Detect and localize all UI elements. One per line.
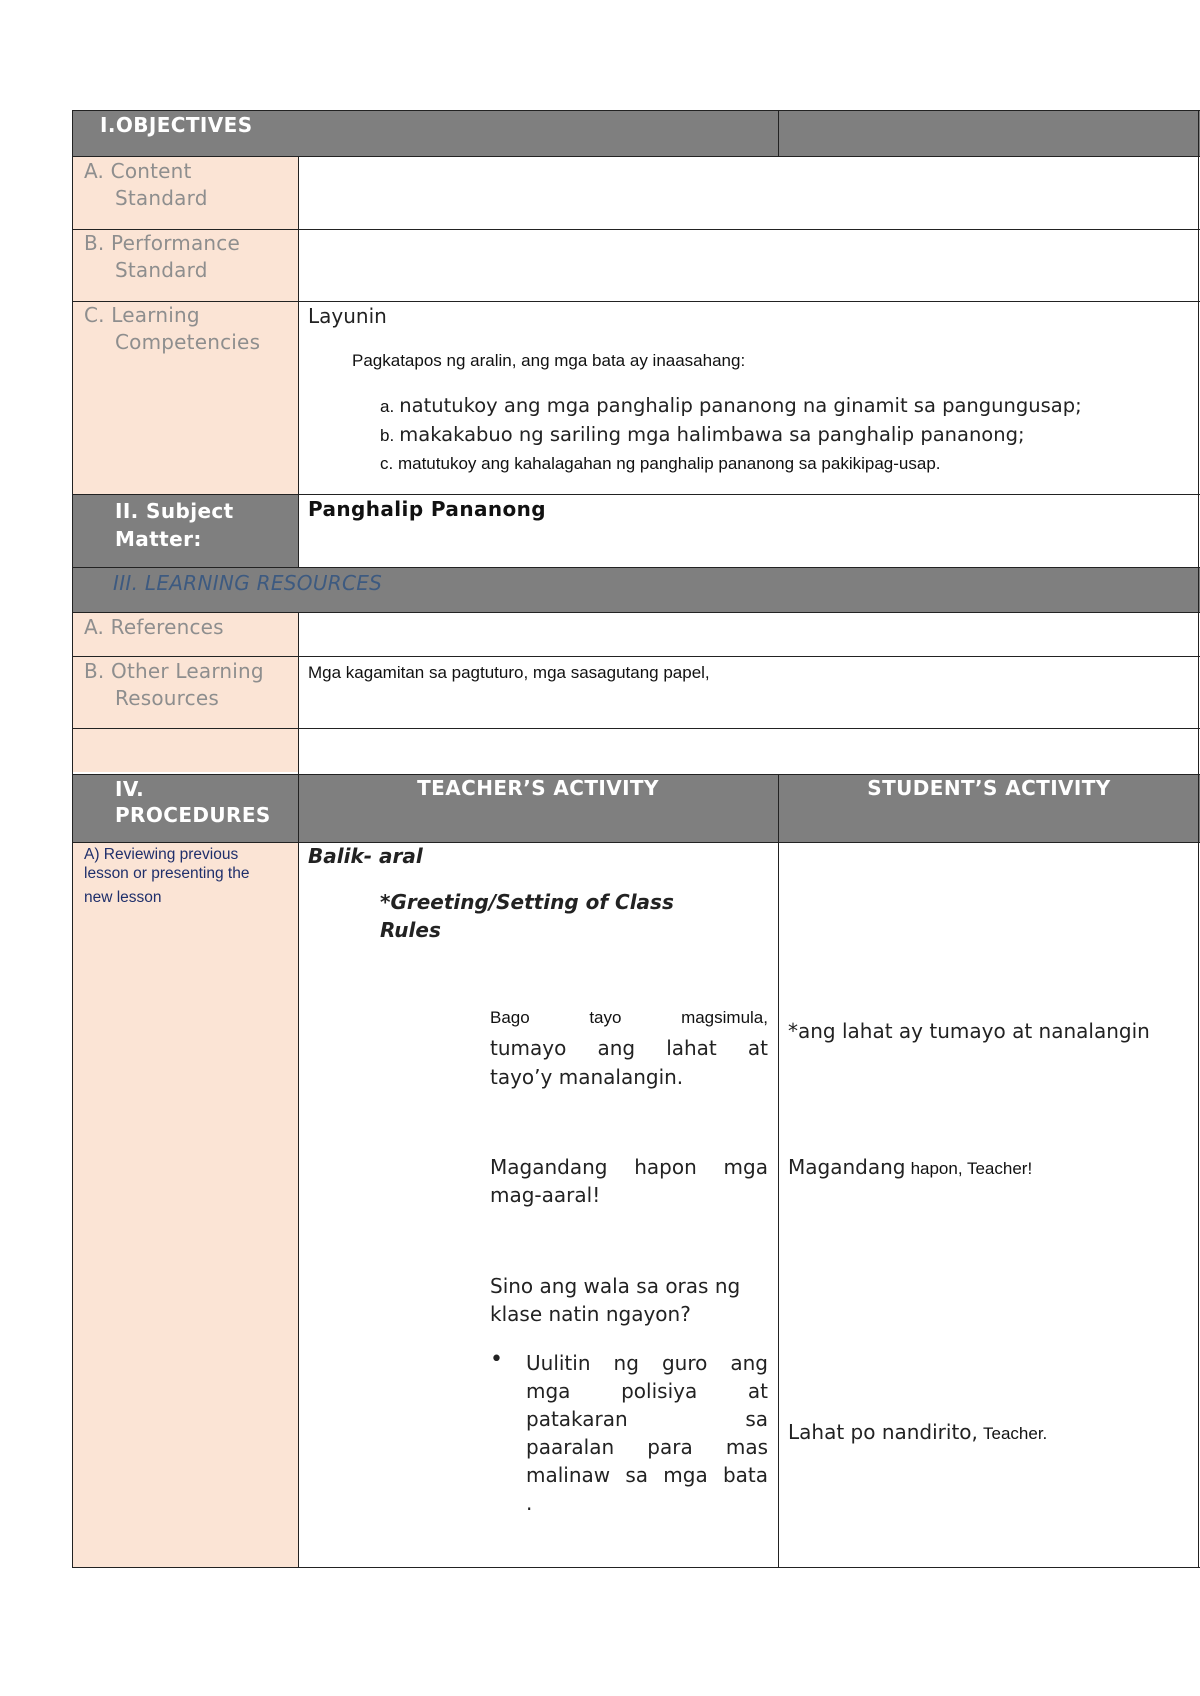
step-a-label (84, 845, 249, 907)
content-standard-line1: Content (110, 159, 192, 183)
layunin-heading: Layunin (308, 304, 387, 328)
teacher-bago-word1: Bago (490, 1008, 530, 1027)
performance-standard-label (84, 230, 294, 284)
performance-standard-line2: Standard (115, 258, 208, 282)
grid-line (72, 567, 1200, 568)
grid-line (778, 110, 779, 157)
other-resources-line1: Other Learning (111, 659, 264, 683)
content-standard-label (84, 158, 294, 212)
step-a-line1: A) Reviewing previous (84, 846, 239, 863)
grid-line (778, 774, 779, 1568)
teacher-sino-question (490, 1272, 740, 1328)
grid-line (72, 110, 1200, 111)
objective-marker-b: b. (380, 426, 395, 445)
teacher-bago-line (490, 1008, 768, 1028)
teacher-uulitin-list-item (526, 1349, 768, 1517)
grid-line (72, 612, 1200, 613)
resources-header: III. LEARNING RESOURCES (113, 571, 383, 595)
teacher-activity-header: TEACHER’S ACTIVITY (417, 776, 659, 800)
grid-line (72, 156, 1200, 157)
grid-line (72, 728, 1200, 729)
student-activity-header: STUDENT’S ACTIVITY (867, 776, 1111, 800)
procedures-label-column (73, 842, 298, 1567)
teacher-bullet: • (490, 1347, 503, 1372)
student-greet-response (788, 1153, 1032, 1181)
uulitin-line3: patakaran sa (526, 1407, 768, 1431)
student-greet-part2: hapon, Teacher! (910, 1159, 1033, 1178)
learning-competencies-line1: Learning (111, 303, 200, 327)
procedures-label (115, 776, 271, 828)
teacher-bago-word3: magsimula, (681, 1008, 768, 1027)
subject-matter-label-line1: II. Subject (115, 499, 234, 523)
uulitin-line1: Uulitin ng guro ang (526, 1351, 768, 1375)
student-present-part1: Lahat po nandirito, (788, 1420, 978, 1444)
teacher-sino-line1: Sino ang wala sa oras ng (490, 1274, 741, 1298)
teacher-tumayo-line: tumayo ang lahat at (490, 1036, 768, 1060)
objectives-intro: Pagkatapos ng aralin, ang mga bata ay inaasahang: (352, 351, 746, 370)
grid-line (1198, 110, 1199, 1568)
teacher-sino-line2: klase natin ngayon? (490, 1302, 691, 1326)
uulitin-line2: mga polisiya at (526, 1379, 768, 1403)
grid-line (298, 612, 299, 1568)
uulitin-line6: . (526, 1491, 533, 1515)
learning-competencies-letter: C. (84, 303, 105, 327)
grid-line (72, 1567, 1200, 1568)
teacher-magandang-line: Magandang hapon mga (490, 1155, 768, 1179)
student-greet-part1: Magandang (788, 1155, 906, 1179)
greeting-heading (380, 888, 674, 944)
grid-line (72, 110, 73, 1568)
objectives-header: I.OBJECTIVES (100, 113, 253, 137)
performance-standard-line1: Performance (111, 231, 240, 255)
teacher-bago-word2: tayo (589, 1008, 622, 1027)
procedures-label-line2: PROCEDURES (115, 803, 271, 827)
procedures-label-line1: IV. (115, 777, 145, 801)
content-standard-letter: A. (84, 159, 105, 183)
other-resources-value: Mga kagamitan sa pagtuturo, mga sasagutang papel, (308, 663, 710, 682)
objective-item-c (380, 454, 941, 474)
performance-standard-letter: B. (84, 231, 105, 255)
grid-line (72, 656, 1200, 657)
uulitin-line4: paaralan para mas (526, 1435, 768, 1459)
objective-item-b (380, 423, 1025, 446)
objective-text-a: natutukoy ang mga panghalip pananong na ginamit sa pangungusap; (399, 394, 1082, 417)
step-a-line2: lesson or presenting the (84, 865, 250, 882)
other-resources-line2: Resources (115, 686, 219, 710)
references-label: A. References (84, 615, 224, 639)
objective-text-b: makakabuo ng sariling mga halimbawa sa panghalip pananong; (399, 423, 1025, 446)
grid-line (72, 494, 1200, 495)
student-pray-response: *ang lahat ay tumayo at nanalangin (788, 1019, 1150, 1043)
greeting-line2: Rules (380, 918, 441, 942)
grid-line (72, 774, 1200, 775)
other-resources-label (84, 658, 296, 712)
grid-line (72, 842, 1200, 843)
teacher-tayo-line: tayo’y manalangin. (490, 1065, 684, 1089)
learning-competencies-line2: Competencies (115, 330, 261, 354)
objective-marker-c: c. (380, 454, 394, 473)
student-present-part2: Teacher. (983, 1424, 1048, 1443)
objective-marker-a: a. (380, 397, 395, 416)
student-present-response (788, 1418, 1047, 1446)
greeting-line1: *Greeting/Setting of Class (380, 890, 674, 914)
uulitin-line5: malinaw sa mga bata (526, 1463, 768, 1487)
objective-text-c: matutukoy ang kahalagahan ng panghalip pananong sa pakikipag-usap. (397, 454, 941, 473)
teacher-mag-aaral-line: mag-aaral! (490, 1183, 601, 1207)
subject-matter-label-line2: Matter: (115, 527, 202, 551)
other-resources-letter: B. (84, 659, 105, 683)
step-a-line3: new lesson (84, 889, 162, 906)
balik-aral-heading: Balik- aral (308, 844, 423, 868)
learning-competencies-label (84, 302, 294, 356)
subject-matter-value: Panghalip Pananong (308, 497, 546, 521)
subject-matter-label (115, 497, 234, 553)
content-standard-line2: Standard (115, 186, 208, 210)
objective-item-a (380, 394, 1082, 417)
grid-line (298, 156, 299, 567)
